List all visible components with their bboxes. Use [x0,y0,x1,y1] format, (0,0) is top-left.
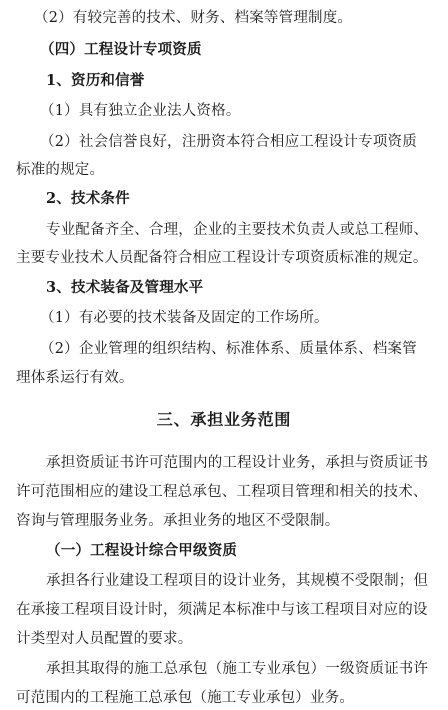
paragraph-line: 承担资质证书许可范围内的工程设计业务，承担与资质证书 [46,455,429,471]
paragraph-line: 可范围内的工程施工总承包（施工专业承包）业务。 [16,690,355,706]
subsection-heading: 2、技术条件 [46,190,130,207]
paragraph-line: （2）社会信誉良好，注册资本符合相应工程设计专项资质 [40,134,417,150]
subsection-heading: 1、资历和信誉 [46,72,145,89]
paragraph-line: 在承接工程项目设计时，须满足本标准中与该工程项目对应的设 [16,602,428,618]
chapter-heading: 三、承担业务范围 [156,410,292,429]
paragraph-line: 许可范围相应的建设工程总承包、工程项目管理和相关的技术、 [16,484,428,500]
paragraph-line: （1）有必要的技术装备及固定的工作场所。 [40,310,329,326]
paragraph-line: 专业配备齐全、合理，企业的主要技术负责人或总工程师、 [46,222,429,238]
paragraph-line: 咨询与管理服务业务。承担业务的地区不受限制。 [16,513,340,529]
subsection-heading: 3、技术装备及管理水平 [46,279,204,296]
section-heading: （四）工程设计专项资质 [40,41,202,58]
paragraph-line: 承担其取得的施工总承包（施工专业承包）一级资质证书许 [46,661,429,677]
paragraph-line: 理体系运行有效。 [16,370,134,386]
paragraph-line: 主要专业技术人员配备符合相应工程设计专项资质标准的规定。 [16,250,428,266]
paragraph-line: （2）有较完善的技术、财务、档案等管理制度。 [34,10,353,26]
paragraph-line: 承担各行业建设工程项目的设计业务，其规模不受限制；但 [46,573,429,589]
paragraph-line: （2）企业管理的组织结构、标准体系、质量体系、档案管 [40,341,417,357]
section-heading: （一）工程设计综合甲级资质 [46,542,238,559]
paragraph-line: 标准的规定。 [16,162,105,178]
paragraph-line: （1）具有独立企业法人资格。 [40,103,241,119]
paragraph-line: 计类型对人员配置的要求。 [16,631,193,647]
